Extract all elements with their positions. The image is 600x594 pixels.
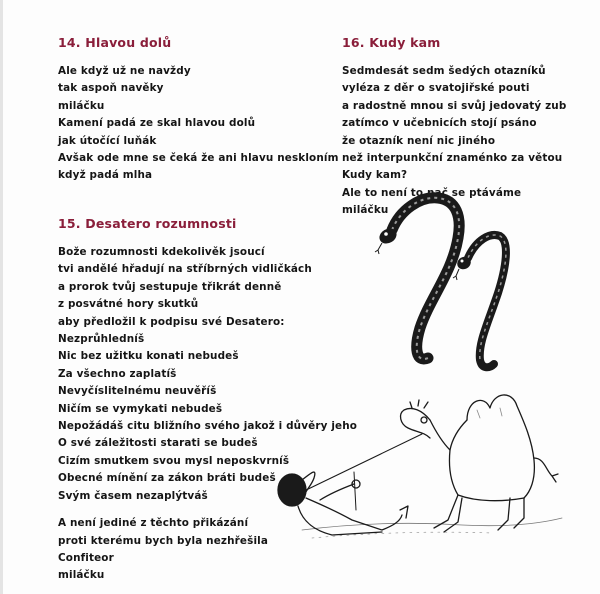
lyric-line: Confiteor [58, 551, 114, 564]
lyric-line: vyléza z děr o svatojiřské pouti [342, 82, 530, 95]
lyric-line: Sedmdesát sedm šedých otazníků [342, 65, 546, 77]
lyric-line: A není jediné z těchto přikázání [58, 517, 249, 530]
lyric-line: Avšak ode mne se čeká že ani hlavu neskloním [58, 152, 339, 165]
lyric-line: Cizím smutkem svou mysl neposkvrníš [58, 454, 290, 467]
camel-illustration [262, 380, 592, 550]
lyric-line: Nic bez užitku konati nebudeš [58, 350, 239, 363]
camel [401, 395, 558, 532]
lyric-line: Nepožádáš citu bližního svého jakož i důvěry jeho [58, 420, 358, 433]
song-title: 16. Kudy kam [342, 35, 441, 50]
lyric-line: miláčku [342, 204, 389, 217]
lyric-line: a prorok tvůj sestupuje třikrát denně [58, 280, 282, 293]
rope [302, 434, 422, 492]
lyric-line: Nevyčíslitelnému neuvěříš [58, 385, 217, 398]
song-hlavou-dolu [58, 35, 339, 185]
lyric-line: tak aspoň navěky [58, 82, 164, 95]
lyric-line: aby předložil k podpisu své Desatero: [58, 315, 285, 328]
lyric-line: miláčku [58, 569, 105, 582]
song-lyrics [58, 63, 339, 185]
lyric-line: Kudy kam? [342, 169, 408, 182]
song-title: 15. Desatero rozumnosti [58, 216, 237, 231]
lyric-line: proti kterému bych byla nezhřešila [58, 534, 269, 547]
lyric-line: Svým časem nezaplýtváš [58, 489, 208, 502]
snake-right [453, 235, 506, 367]
lyric-line: z posvátné hory skutků [58, 298, 199, 311]
song-title: 14. Hlavou dolů [58, 35, 172, 50]
lyric-line: O své záležitosti starati se budeš [58, 437, 258, 450]
lyric-line: Kamení padá ze skal hlavou dolů [58, 117, 256, 130]
lyric-line: když padá mlha [58, 169, 153, 182]
lyric-line: zatímco v učebnicích stojí psáno [342, 117, 537, 130]
lyric-line: Nezprůhledníš [58, 333, 145, 346]
lyric-line: a radostně mnou si svůj jedovatý zub [342, 99, 567, 112]
lyric-line: Bože rozumnosti kdekolivěk jsoucí [58, 246, 265, 258]
snakes-illustration [370, 188, 510, 378]
lyric-line: jak útočící luňák [58, 134, 157, 147]
lyric-line: než interpunkční znaménko za větou [342, 152, 563, 165]
page-edge [0, 0, 3, 594]
lyric-line: Ničím se vymykati nebudeš [58, 402, 223, 415]
lyric-line: Ale když už ne navždy [58, 65, 191, 77]
lyric-line: že otazník není nic jiného [342, 134, 496, 147]
lyric-line: tvi andělé hřadují na stříbrných vidličkách [58, 263, 312, 276]
lyric-line: Ale to není to nač se ptáváme [342, 186, 522, 199]
snake-left [375, 198, 459, 359]
lyric-line: Obecné mínění za zákon bráti budeš [58, 472, 276, 485]
lyric-line: Za všechno zaplatíš [58, 367, 177, 380]
lyric-line: miláčku [58, 99, 105, 112]
